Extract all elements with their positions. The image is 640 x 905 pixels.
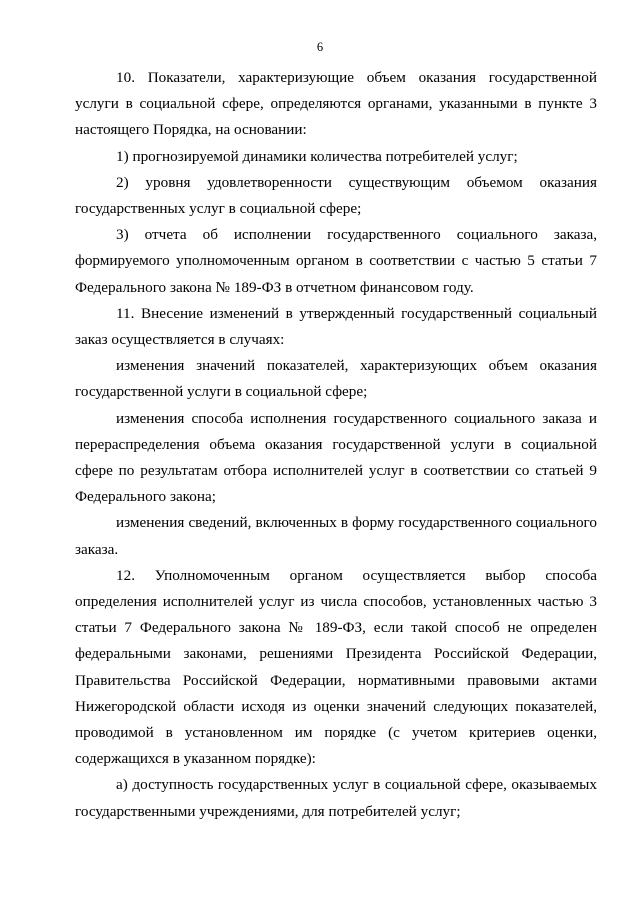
- paragraph-11-case-2: изменения способа исполнения государственного социального заказа и перераспределения объема оказания государственной услуги в социальной сфере по результатам отбора исполнителей услуг в соответствии со статьей 9 Федерального закона;: [75, 409, 597, 506]
- paragraph-11-case-1: изменения значений показателей, характеризующих объем оказания государственной услуги в социальной сфере;: [75, 357, 597, 401]
- paragraph-11-intro: 11. Внесение изменений в утвержденный государственный социальный заказ осуществляется в случаях:: [75, 304, 597, 349]
- paragraph-12-item-a: а) доступность государственных услуг в социальной сфере, оказываемых государственными учреждениями, для потребителей услуг;: [75, 776, 597, 820]
- paragraph-11-case-3: изменения сведений, включенных в форму государственного социального заказа.: [75, 514, 597, 558]
- paragraph-10-item-1: 1) прогнозируемой динамики количества потребителей услуг;: [116, 147, 518, 165]
- paragraph-12-intro: 12. Уполномоченным органом осуществляется выбор способа определения исполнителей услуг из числа способов, установленных частью 3 статьи 7 Федерального закона № 189-ФЗ, если такой способ не определен федеральными законами, решениями Президента Российской Федерации, Правительства Российской Федерации, нормативными правовыми актами Нижегородской области исходя из оценки значений следующих показателей, проводимой в установленном им порядке (с учетом критериев оценки, содержащихся в указанном порядке):: [75, 566, 597, 768]
- paragraph-10-item-2: 2) уровня удовлетворенности существующим объемом оказания государственных услуг в социальной сфере;: [75, 173, 597, 218]
- document-body: [75, 65, 597, 825]
- page-number: 6: [316, 40, 324, 54]
- paragraph-10-intro: 10. Показатели, характеризующие объем оказания государственной услуги в социальной сфере, определяются органами, указанными в пункте 3 настоящего Порядка, на основании:: [75, 69, 597, 139]
- paragraph-10-item-3: 3) отчета об исполнении государственного социального заказа, формируемого уполномоченным органом в соответствии с частью 5 статьи 7 Федерального закона № 189-ФЗ в отчетном финансовом году.: [75, 226, 597, 296]
